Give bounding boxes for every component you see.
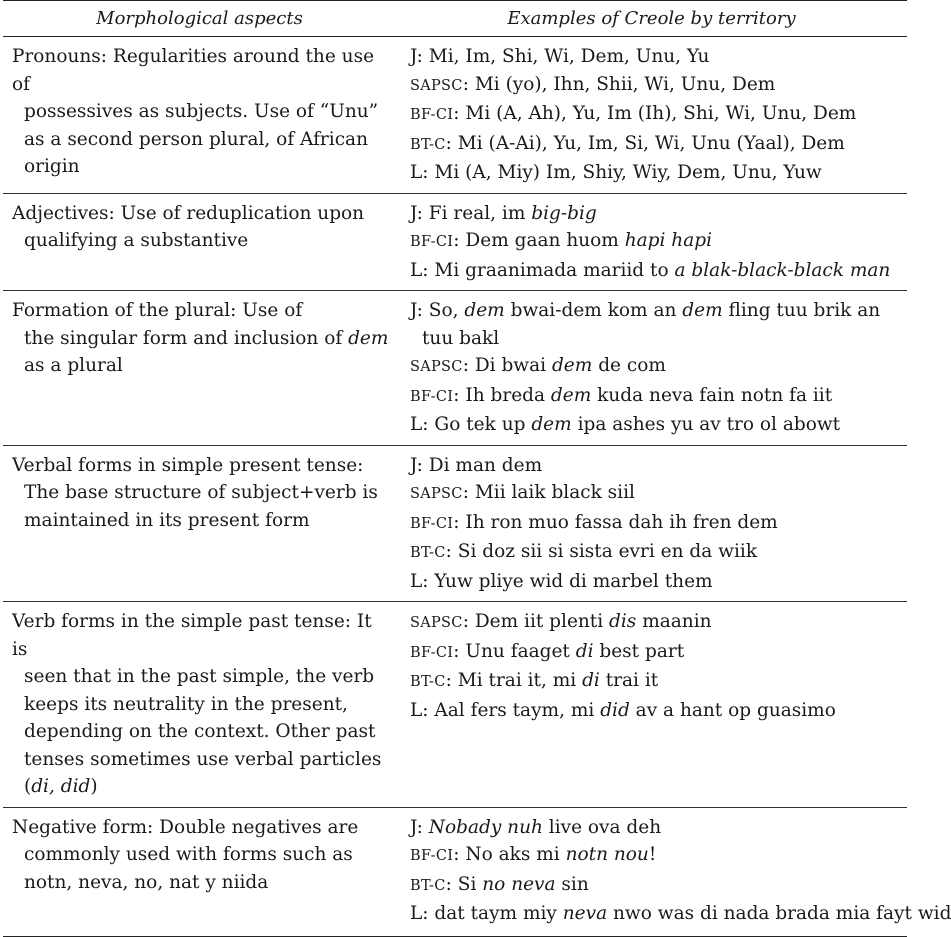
- territory-label: SAPSC: [410, 486, 463, 502]
- examples-cell: [396, 445, 907, 602]
- territory-label: L: [410, 903, 423, 924]
- example-line: BF-CI: No aks mi notn nou!: [410, 844, 657, 865]
- example-text-segment: notn nou: [565, 844, 649, 865]
- example-text-segment: Fi real, im: [428, 202, 532, 224]
- example-line: SAPSC: Mi (yo), Ihn, Shii, Wi, Unu, Dem: [410, 73, 776, 95]
- territory-label: BF-CI: [410, 234, 454, 250]
- territory-label: J: [410, 202, 417, 224]
- example-text-segment: di: [575, 640, 594, 662]
- example-line: J: Nobady nuh live ova deh: [410, 816, 662, 838]
- example-text-segment: av a hant op guasimo: [629, 699, 836, 721]
- aspect-text-segment: seen that in the past simple, the verb keeps its neutrality in the present, depending on the context. Other past tenses sometimes use verbal particles (: [24, 666, 382, 797]
- table-row: [3, 37, 907, 194]
- aspect-cell: [3, 291, 396, 446]
- example-text-segment: big-big: [531, 202, 597, 224]
- aspect-description: commonly used with forms such as notn, neva, no, nat y niida: [24, 844, 353, 893]
- example-text-segment: Dem iit plenti: [474, 611, 610, 632]
- territory-label: J: [410, 300, 417, 321]
- aspect-cell: [3, 193, 396, 291]
- example-text-segment: Mi (yo), Ihn, Shii, Wi, Unu, Dem: [474, 73, 776, 95]
- aspect-heading-line: Verbal forms in simple present tense:: [12, 454, 364, 476]
- territory-label: L: [410, 570, 423, 592]
- example-line: BF-CI: Unu faaget di best part: [410, 640, 685, 662]
- example-text-segment: Di man dem: [428, 454, 543, 476]
- aspect-cell: [3, 807, 396, 936]
- aspect-description: [12, 663, 390, 801]
- example-line: SAPSC: Mii laik black siil: [410, 482, 635, 503]
- example-line: J: Di man dem: [410, 454, 543, 476]
- table-header: [3, 1, 907, 37]
- territory-label: SAPSC: [410, 359, 463, 375]
- examples-cell: [396, 291, 907, 446]
- table-row: [3, 602, 907, 808]
- example-text-segment: did: [600, 699, 630, 721]
- example-text-segment: dis: [609, 611, 637, 632]
- example-text-segment: dem: [531, 414, 572, 435]
- example-text-segment: Si: [457, 873, 483, 895]
- territory-label: BF-CI: [410, 644, 454, 661]
- example-text-segment: dem: [550, 384, 592, 406]
- example-line: L: Go tek up dem ipa ashes yu av tro ol abowt: [410, 414, 841, 435]
- example-text-segment: Di bwai: [474, 355, 552, 376]
- territory-label: BT-C: [410, 674, 446, 690]
- example-text-segment: neva: [562, 903, 608, 924]
- example-text-segment: live ova deh: [542, 816, 662, 838]
- territory-label: BF-CI: [410, 515, 454, 532]
- creole-morphology-table: [3, 0, 951, 937]
- example-text-segment: So,: [428, 300, 465, 321]
- aspect-heading-line: Pronouns: Regularities around the use of: [12, 46, 375, 95]
- example-line: BF-CI: Ih breda dem kuda neva fain notn fa iit: [410, 384, 833, 406]
- header-examples-by-territory: Examples of Creole by territory: [396, 1, 907, 37]
- example-text-segment: Mi graanimada mariid to: [434, 259, 675, 281]
- aspect-heading-line: Negative form: Double negatives are: [12, 816, 359, 838]
- header-morphological-aspects: Morphological aspects: [3, 1, 396, 37]
- aspect-text-segment: dem: [348, 327, 389, 349]
- territory-label: BT-C: [410, 545, 446, 561]
- aspect-text-segment: di, did: [31, 776, 91, 797]
- example-text-segment: Yuw pliye wid di marbel them: [434, 570, 713, 592]
- example-text-segment: nwo was di nada brada mia fayt wid: [607, 903, 951, 924]
- aspect-description: The base structure of subject+verb is maintained in its present form: [24, 482, 378, 531]
- territory-label: BF-CI: [410, 848, 454, 864]
- example-text-segment: !: [648, 844, 657, 865]
- territory-label: L: [410, 259, 423, 281]
- aspect-cell: [3, 445, 396, 602]
- territory-label: J: [410, 454, 417, 476]
- example-line: BF-CI: Dem gaan huom hapi hapi: [410, 230, 713, 251]
- example-line: BT-C: Si doz sii si sista evri en da wiik: [410, 541, 758, 562]
- aspect-text-segment: as a plural: [24, 355, 123, 376]
- example-text-segment: Dem gaan huom: [465, 230, 625, 251]
- example-text-segment: Nobady nuh: [428, 816, 543, 838]
- aspect-heading-line: Adjectives: Use of reduplication upon: [12, 202, 365, 224]
- example-line: L: Mi graanimada mariid to a blak-black-black man: [410, 259, 891, 281]
- example-text-segment: bwai-dem kom an: [504, 300, 683, 321]
- territory-label: J: [410, 46, 417, 67]
- territory-label: BT-C: [410, 877, 446, 894]
- example-text-segment: Mi, Im, Shi, Wi, Dem, Unu, Yu: [428, 46, 710, 67]
- table-body: [3, 37, 951, 937]
- territory-label: SAPSC: [410, 77, 463, 94]
- table-row: [3, 807, 907, 936]
- example-text-segment: Ih breda: [465, 384, 551, 406]
- example-line: BF-CI: Ih ron muo fassa dah ih fren dem: [410, 511, 778, 533]
- aspect-text-segment: the singular form and inclusion of: [24, 327, 349, 349]
- aspect-description: qualifying a substantive: [24, 230, 249, 251]
- aspect-text-segment: ): [90, 776, 98, 797]
- example-line: L: Yuw pliye wid di marbel them: [410, 570, 713, 592]
- aspect-heading-line: Verb forms in the simple past tense: It is: [12, 611, 372, 660]
- aspect-description: possessives as subjects. Use of “Unu” as a second person plural, of African origin: [24, 101, 379, 177]
- example-line: L: dat taym miy neva nwo was di nada brada mia fayt wid: [410, 903, 951, 924]
- example-text-segment: hapi hapi: [624, 230, 713, 251]
- example-text-segment: kuda neva fain notn fa iit: [591, 384, 833, 406]
- example-text-segment: Mi (A-Ai), Yu, Im, Si, Wi, Unu (Yaal), Dem: [457, 132, 845, 154]
- example-text-segment: Si doz sii si sista evri en da wiik: [457, 541, 758, 562]
- examples-cell: [396, 602, 907, 808]
- example-text-segment: dem: [464, 300, 505, 321]
- example-line: J: Mi, Im, Shi, Wi, Dem, Unu, Yu: [410, 46, 710, 67]
- examples-cell: [396, 37, 907, 194]
- example-text-segment: Mi (A, Ah), Yu, Im (Ih), Shi, Wi, Unu, Dem: [465, 103, 857, 124]
- example-text-segment: Unu faaget: [465, 640, 576, 662]
- example-text-segment: dat taym miy: [434, 903, 563, 924]
- example-text-segment: best part: [593, 640, 685, 662]
- aspect-heading-line: Formation of the plural: Use of: [12, 300, 303, 321]
- example-text-segment: Mi (A, Miy) Im, Shiy, Wiy, Dem, Unu, Yuw: [434, 162, 822, 183]
- example-line: BT-C: Si no neva sin: [410, 873, 589, 895]
- example-line: SAPSC: Dem iit plenti dis maanin: [410, 611, 712, 632]
- example-line: J: Fi real, im big-big: [410, 202, 597, 224]
- examples-cell: [396, 807, 951, 936]
- example-line: BF-CI: Mi (A, Ah), Yu, Im (Ih), Shi, Wi, Unu, Dem: [410, 103, 857, 124]
- territory-label: L: [410, 699, 423, 721]
- example-text-segment: Aal fers taym, mi: [434, 699, 601, 721]
- territory-label: SAPSC: [410, 615, 463, 631]
- territory-label: BF-CI: [410, 107, 454, 123]
- territory-label: L: [410, 414, 423, 435]
- table-row: [3, 291, 907, 446]
- example-text-segment: a blak-black-black man: [674, 259, 891, 281]
- example-text-segment: Ih ron muo fassa dah ih fren dem: [465, 511, 778, 533]
- example-text-segment: Mii laik black siil: [474, 482, 635, 503]
- example-line: L: Mi (A, Miy) Im, Shiy, Wiy, Dem, Unu, Yuw: [410, 162, 822, 183]
- example-line: BT-C: Mi trai it, mi di trai it: [410, 670, 659, 691]
- example-text-segment: no neva: [482, 873, 556, 895]
- example-text-segment: trai it: [599, 670, 659, 691]
- example-text-segment: di: [582, 670, 600, 691]
- example-line: BT-C: Mi (A-Ai), Yu, Im, Si, Wi, Unu (Yaal), Dem: [410, 132, 845, 154]
- territory-label: J: [410, 816, 417, 838]
- example-line: L: Aal fers taym, mi did av a hant op guasimo: [410, 699, 836, 721]
- example-text-segment: ipa ashes yu av tro ol abowt: [571, 414, 841, 435]
- example-text-segment: maanin: [636, 611, 712, 632]
- example-text-segment: de com: [592, 355, 666, 376]
- example-text-segment: dem: [551, 355, 593, 376]
- example-text-segment: sin: [555, 873, 589, 895]
- territory-label: BT-C: [410, 136, 446, 153]
- aspect-cell: [3, 602, 396, 808]
- table-row: [3, 445, 907, 602]
- territory-label: L: [410, 162, 423, 183]
- example-line: J: So, dem bwai-dem kom an dem fling tuu brik an tuu bakl: [410, 300, 881, 349]
- example-text-segment: No aks mi: [465, 844, 566, 865]
- aspect-cell: [3, 37, 396, 194]
- example-text-segment: Mi trai it, mi: [457, 670, 583, 691]
- territory-label: BF-CI: [410, 388, 454, 405]
- header-row: [3, 1, 907, 37]
- example-text-segment: fling tuu brik an tuu bakl: [422, 300, 881, 349]
- example-text-segment: Go tek up: [434, 414, 532, 435]
- aspect-description: [12, 325, 390, 380]
- table-row: [3, 193, 907, 291]
- example-line: SAPSC: Di bwai dem de com: [410, 355, 666, 376]
- examples-cell: [396, 193, 907, 291]
- example-text-segment: dem: [682, 300, 723, 321]
